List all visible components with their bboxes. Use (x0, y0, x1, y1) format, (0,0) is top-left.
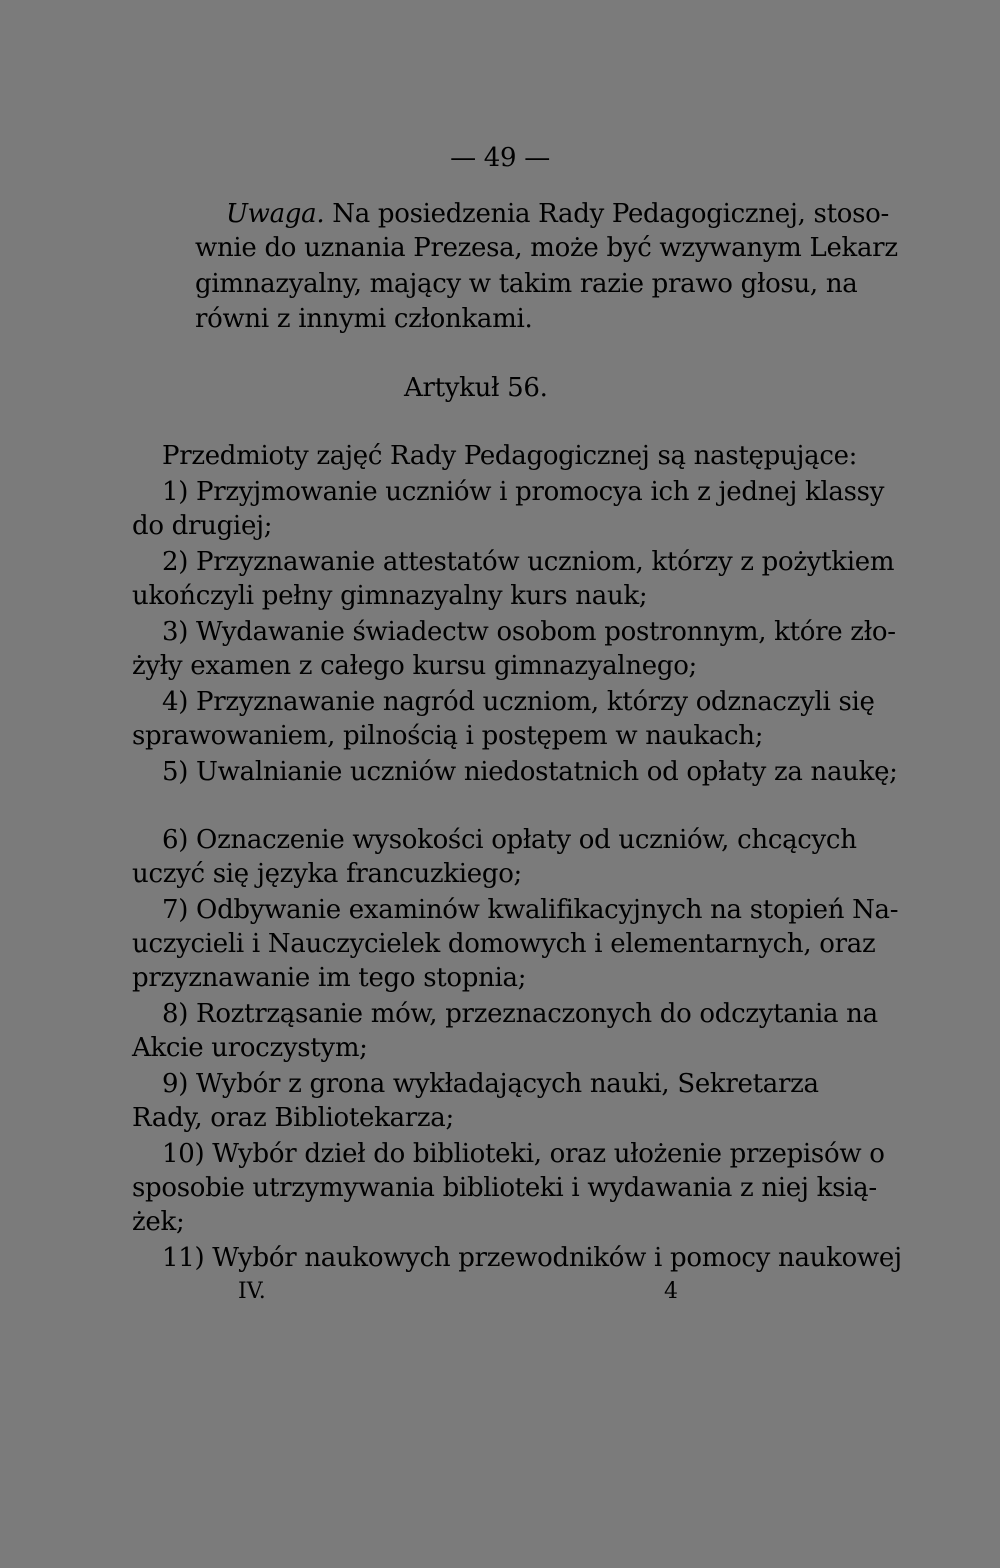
note-line-3: gimnazyalny, mający w takim razie prawo głosu, na (195, 269, 858, 299)
note-line-4: równi z innymi członkami. (195, 304, 533, 334)
body-line-21: sposobie utrzymywania biblioteki i wydawania z niej ksią- (132, 1173, 877, 1203)
note-line-2: wnie do uznania Prezesa, może być wzywanym Lekarz (195, 233, 898, 263)
body-line-23: 11) Wybór naukowych przewodników i pomocy naukowej (162, 1243, 902, 1273)
body-line-13: 7) Odbywanie examinów kwalifikacyjnych na stopień Na- (162, 895, 899, 925)
body-line-8: 4) Przyznawanie nagród uczniom, którzy odznaczyli się (162, 687, 875, 717)
body-line-20: 10) Wybór dzieł do biblioteki, oraz ułożenie przepisów o (162, 1139, 885, 1169)
body-line-10: 5) Uwalnianie uczniów niedostatnich od opłaty za naukę; (162, 757, 898, 787)
body-line-7: żyły examen z całego kursu gimnazyalnego; (132, 651, 698, 681)
sheet-number: 4 (664, 1279, 678, 1304)
note-first-line (226, 198, 889, 230)
body-line-18: 9) Wybór z grona wykładających nauki, Sekretarza (162, 1069, 819, 1099)
article-heading: Artykuł 56. (404, 373, 548, 403)
signature-mark: IV. (238, 1279, 266, 1304)
body-line-2: 1) Przyjmowanie uczniów i promocya ich z jednej klassy (162, 477, 885, 507)
page-number: — 49 — (450, 143, 550, 173)
body-line-1: Przedmioty zajęć Rady Pedagogicznej są następujące: (162, 441, 858, 471)
body-line-14: uczycieli i Nauczycielek domowych i elementarnych, oraz (132, 929, 876, 959)
body-line-15: przyznawanie im tego stopnia; (132, 963, 527, 993)
body-line-22: żek; (132, 1207, 185, 1237)
body-line-17: Akcie uroczystym; (132, 1033, 368, 1063)
body-line-6: 3) Wydawanie świadectw osobom postronnym, które zło- (162, 617, 896, 647)
note-line-1: Na posiedzenia Rady Pedagogicznej, stoso- (332, 199, 889, 229)
body-line-16: 8) Roztrząsanie mów, przeznaczonych do odczytania na (162, 999, 878, 1029)
body-line-5: ukończyli pełny gimnazyalny kurs nauk; (132, 581, 648, 611)
note-label: Uwaga. (226, 199, 325, 229)
body-line-19: Rady, oraz Bibliotekarza; (132, 1103, 454, 1133)
body-line-4: 2) Przyznawanie attestatów uczniom, którzy z pożytkiem (162, 547, 895, 577)
body-line-12: uczyć się języka francuzkiego; (132, 859, 523, 889)
body-line-11: 6) Oznaczenie wysokości opłaty od uczniów, chcących (162, 825, 857, 855)
body-line-9: sprawowaniem, pilnością i postępem w naukach; (132, 721, 764, 751)
body-line-3: do drugiej; (132, 511, 273, 541)
